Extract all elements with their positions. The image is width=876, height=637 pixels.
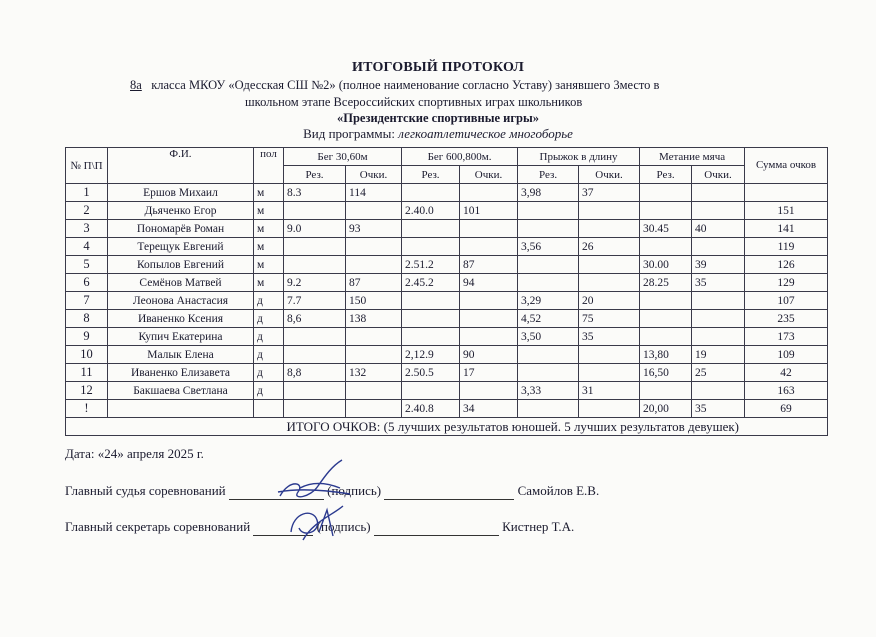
jump-points: 26 <box>579 238 640 256</box>
run-short-result <box>284 256 346 274</box>
run-short-points: 132 <box>346 364 402 382</box>
run-long-result <box>402 184 460 202</box>
sum-points: 119 <box>745 238 828 256</box>
run-long-points <box>460 238 518 256</box>
athlete-sex: м <box>254 184 284 202</box>
table-row <box>66 256 828 274</box>
run-long-points: 94 <box>460 274 518 292</box>
athlete-sex: м <box>254 238 284 256</box>
run-long-points <box>460 292 518 310</box>
sum-points: 126 <box>745 256 828 274</box>
throw-result <box>640 292 692 310</box>
row-number: 4 <box>66 238 108 256</box>
throw-result: 16,50 <box>640 364 692 382</box>
run-long-result: 2.40.8 <box>402 400 460 418</box>
col-name-header: Ф.И. <box>108 148 254 184</box>
sum-points: 141 <box>745 220 828 238</box>
col-num-header: № П\П <box>66 148 108 184</box>
throw-points <box>692 382 745 400</box>
run-short-result: 9.0 <box>284 220 346 238</box>
secretary-sign-hint: (подпись) <box>316 519 371 534</box>
stage-line: школьном этапе Всероссийских спортивных играх школьников <box>245 95 583 109</box>
sum-points: 42 <box>745 364 828 382</box>
judge-label: Главный судья соревнований <box>65 483 226 498</box>
jump-result <box>518 274 579 292</box>
judge-sign-hint: (подпись) <box>327 483 382 498</box>
jump-points: 20 <box>579 292 640 310</box>
athlete-name: Пономарёв Роман <box>108 220 254 238</box>
table-row <box>66 346 828 364</box>
jump-result <box>518 346 579 364</box>
throw-result <box>640 184 692 202</box>
throw-result <box>640 238 692 256</box>
run-short-points: 93 <box>346 220 402 238</box>
athlete-name: Леонова Анастасия <box>108 292 254 310</box>
run-long-points <box>460 220 518 238</box>
table-row <box>66 202 828 220</box>
athlete-sex: д <box>254 346 284 364</box>
run-long-result <box>402 310 460 328</box>
run-long-points <box>460 310 518 328</box>
run-short-points <box>346 400 402 418</box>
run-long-points <box>460 382 518 400</box>
throw-result: 20,00 <box>640 400 692 418</box>
sum-points: 151 <box>745 202 828 220</box>
table-row <box>66 310 828 328</box>
throw-result <box>640 382 692 400</box>
throw-points <box>692 328 745 346</box>
throw-points <box>692 184 745 202</box>
athlete-name: Купич Екатерина <box>108 328 254 346</box>
res-header: Рез. <box>640 166 692 184</box>
run-long-result: 2.51.2 <box>402 256 460 274</box>
jump-points <box>579 346 640 364</box>
run-short-points <box>346 346 402 364</box>
jump-points <box>579 202 640 220</box>
jump-points <box>579 364 640 382</box>
row-number: 12 <box>66 382 108 400</box>
sum-points <box>745 184 828 202</box>
jump-points: 31 <box>579 382 640 400</box>
run-short-points <box>346 238 402 256</box>
athlete-sex: м <box>254 274 284 292</box>
res-header: Рез. <box>518 166 579 184</box>
throw-result: 30.00 <box>640 256 692 274</box>
athlete-name: Дьяченко Егор <box>108 202 254 220</box>
run-long-points: 17 <box>460 364 518 382</box>
run-short-result <box>284 400 346 418</box>
class-line-text: класса МКОУ «Одесская СШ №2» (полное наименование согласно Уставу) занявшего 3место в <box>151 78 660 92</box>
run-long-result <box>402 382 460 400</box>
throw-points: 35 <box>692 400 745 418</box>
run-long-points: 90 <box>460 346 518 364</box>
jump-result: 3,50 <box>518 328 579 346</box>
jump-result: 3,56 <box>518 238 579 256</box>
row-number: 9 <box>66 328 108 346</box>
jump-points <box>579 220 640 238</box>
signature-underline <box>374 519 499 536</box>
table-row <box>66 220 828 238</box>
run-short-points: 114 <box>346 184 402 202</box>
athlete-name: Копылов Евгений <box>108 256 254 274</box>
table-row <box>66 274 828 292</box>
athlete-sex: д <box>254 292 284 310</box>
class-line <box>130 78 659 93</box>
event-name: «Президентские спортивные игры» <box>336 111 540 125</box>
program-value: легкоатлетическое многоборье <box>398 126 573 141</box>
sum-points: 173 <box>745 328 828 346</box>
throw-points <box>692 202 745 220</box>
run-long-points: 34 <box>460 400 518 418</box>
throw-result <box>640 328 692 346</box>
athlete-name: Малык Елена <box>108 346 254 364</box>
row-number: 1 <box>66 184 108 202</box>
row-number: ! <box>66 400 108 418</box>
run-short-points <box>346 202 402 220</box>
secretary-label: Главный секретарь соревнований <box>65 519 251 534</box>
run-short-result <box>284 202 346 220</box>
athlete-name: Иваненко Ксения <box>108 310 254 328</box>
throw-result <box>640 202 692 220</box>
jump-points <box>579 256 640 274</box>
jump-result <box>518 400 579 418</box>
throw-points: 25 <box>692 364 745 382</box>
run-long-points: 101 <box>460 202 518 220</box>
table-row <box>66 238 828 256</box>
run-short-result <box>284 382 346 400</box>
jump-result <box>518 220 579 238</box>
athlete-sex: м <box>254 220 284 238</box>
run-short-points <box>346 256 402 274</box>
athlete-sex <box>254 400 284 418</box>
signature-underline <box>384 483 514 500</box>
run-short-points: 138 <box>346 310 402 328</box>
jump-points: 37 <box>579 184 640 202</box>
throw-points <box>692 310 745 328</box>
sum-points: 109 <box>745 346 828 364</box>
table-row <box>66 292 828 310</box>
run-long-result: 2.50.5 <box>402 364 460 382</box>
run-short-result: 9.2 <box>284 274 346 292</box>
athlete-sex: д <box>254 364 284 382</box>
secretary-handwritten-signature <box>283 502 353 547</box>
run-short-points: 87 <box>346 274 402 292</box>
jump-result: 3,29 <box>518 292 579 310</box>
run-short-result <box>284 328 346 346</box>
athlete-name: Терещук Евгений <box>108 238 254 256</box>
res-header: Рез. <box>284 166 346 184</box>
table-row <box>66 400 828 418</box>
pts-header: Очки. <box>346 166 402 184</box>
res-header: Рез. <box>402 166 460 184</box>
throw-result: 13,80 <box>640 346 692 364</box>
row-number: 8 <box>66 310 108 328</box>
throw-points <box>692 292 745 310</box>
run-long-result <box>402 292 460 310</box>
row-number: 2 <box>66 202 108 220</box>
athlete-sex: д <box>254 382 284 400</box>
throw-points: 40 <box>692 220 745 238</box>
jump-points: 35 <box>579 328 640 346</box>
throw-result <box>640 310 692 328</box>
protocol-date: Дата: «24» апреля 2025 г. <box>65 446 204 461</box>
run-long-result: 2.45.2 <box>402 274 460 292</box>
athlete-sex: д <box>254 310 284 328</box>
athlete-name: Иваненко Елизавета <box>108 364 254 382</box>
col-run-short-header: Бег 30,60м <box>284 148 402 166</box>
run-long-result <box>402 328 460 346</box>
run-short-result <box>284 238 346 256</box>
jump-points <box>579 400 640 418</box>
jump-result <box>518 364 579 382</box>
athlete-name: Семёнов Матвей <box>108 274 254 292</box>
results-table <box>65 147 828 436</box>
judge-name: Самойлов Е.В. <box>517 483 600 498</box>
judge-handwritten-signature <box>270 458 360 508</box>
row-number: 3 <box>66 220 108 238</box>
throw-points <box>692 238 745 256</box>
run-short-points <box>346 382 402 400</box>
jump-points <box>579 274 640 292</box>
run-short-result: 7.7 <box>284 292 346 310</box>
sum-points: 107 <box>745 292 828 310</box>
header-row-1 <box>66 148 828 166</box>
sum-points: 69 <box>745 400 828 418</box>
table-row <box>66 184 828 202</box>
athlete-name: Бакшаева Светлана <box>108 382 254 400</box>
jump-result <box>518 202 579 220</box>
sum-points: 129 <box>745 274 828 292</box>
sum-points: 235 <box>745 310 828 328</box>
sum-points: 163 <box>745 382 828 400</box>
athlete-sex: д <box>254 328 284 346</box>
athlete-sex: м <box>254 256 284 274</box>
document-title: ИТОГОВЫЙ ПРОТОКОЛ <box>352 60 524 75</box>
table-row <box>66 382 828 400</box>
run-short-result: 8,8 <box>284 364 346 382</box>
run-short-result: 8,6 <box>284 310 346 328</box>
results-body <box>66 184 828 418</box>
row-number: 5 <box>66 256 108 274</box>
jump-result <box>518 256 579 274</box>
athlete-sex: м <box>254 202 284 220</box>
run-long-points <box>460 328 518 346</box>
athlete-name: Ершов Михаил <box>108 184 254 202</box>
jump-result: 3,33 <box>518 382 579 400</box>
throw-result: 30.45 <box>640 220 692 238</box>
table-row <box>66 364 828 382</box>
throw-points: 19 <box>692 346 745 364</box>
col-sum-header: Сумма очков <box>745 148 828 184</box>
run-long-points <box>460 184 518 202</box>
throw-result: 28.25 <box>640 274 692 292</box>
col-run-long-header: Бег 600,800м. <box>402 148 518 166</box>
jump-result: 3,98 <box>518 184 579 202</box>
total-text: ИТОГО ОЧКОВ: (5 лучших результатов юношей. 5 лучших результатов девушек) <box>284 418 828 436</box>
pts-header: Очки. <box>579 166 640 184</box>
run-short-result <box>284 346 346 364</box>
run-short-points: 150 <box>346 292 402 310</box>
pts-header: Очки. <box>692 166 745 184</box>
secretary-name: Кистнер Т.А. <box>502 519 575 534</box>
col-throw-header: Метание мяча <box>640 148 745 166</box>
table-row <box>66 328 828 346</box>
run-long-points: 87 <box>460 256 518 274</box>
run-short-result: 8.3 <box>284 184 346 202</box>
program-label: Вид программы: <box>303 126 395 141</box>
jump-points: 75 <box>579 310 640 328</box>
class-number: 8а <box>130 78 142 92</box>
jump-result: 4,52 <box>518 310 579 328</box>
pts-header: Очки. <box>460 166 518 184</box>
row-number: 7 <box>66 292 108 310</box>
row-number: 6 <box>66 274 108 292</box>
col-jump-header: Прыжок в длину <box>518 148 640 166</box>
row-number: 10 <box>66 346 108 364</box>
run-short-points <box>346 328 402 346</box>
throw-points: 39 <box>692 256 745 274</box>
col-sex-header: пол <box>254 148 284 184</box>
run-long-result <box>402 238 460 256</box>
athlete-name <box>108 400 254 418</box>
total-row <box>66 418 828 436</box>
row-number: 11 <box>66 364 108 382</box>
throw-points: 35 <box>692 274 745 292</box>
run-long-result: 2.40.0 <box>402 202 460 220</box>
run-long-result: 2,12.9 <box>402 346 460 364</box>
run-long-result <box>402 220 460 238</box>
program-line <box>0 126 876 142</box>
